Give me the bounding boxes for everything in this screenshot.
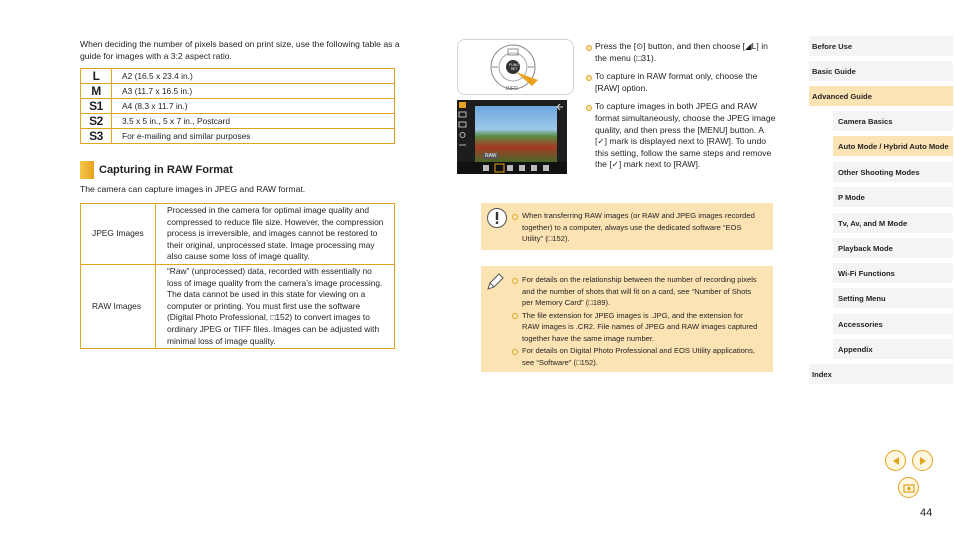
step-item: To capture images in both JPEG and RAW format simultaneously, choose the JPEG image quality, and then press the [MENU] button. A [✓] mark is displayed next to [RAW]. To undo this setting, follow the same steps and remove the [✓] mark next to [RAW]. [586, 101, 776, 171]
nav-other-shooting-modes[interactable]: Other Shooting Modes [833, 162, 953, 182]
table-row [81, 69, 395, 84]
prev-page-button[interactable] [885, 450, 906, 471]
table-row [81, 129, 395, 144]
notes-box [481, 266, 773, 372]
step-item: To capture in RAW format only, choose the [RAW] option. [586, 71, 776, 94]
home-icon [903, 483, 915, 493]
format-table [80, 203, 395, 349]
caution-icon [485, 207, 509, 229]
nav-auto-mode[interactable]: Auto Mode / Hybrid Auto Mode [833, 136, 953, 156]
note-item: For details on the relationship between the number of recording pixels and the number of shots that will fit on a card, see “Number of Shots per Memory Card” (□189). [512, 274, 762, 309]
table-row [81, 84, 395, 99]
section-title: Capturing in RAW Format [99, 164, 233, 176]
quality-options-icons [457, 162, 567, 174]
nav-index[interactable]: Index [809, 364, 953, 384]
caution-box [481, 203, 773, 250]
caution-list [512, 210, 762, 246]
size-desc: For e-mailing and similar purposes [112, 129, 395, 144]
intro-text: When deciding the number of pixels based on print size, use the following table as a guide for images with a 3:2 aspect ratio. [80, 39, 400, 61]
table-row [81, 99, 395, 114]
nav-setting-menu[interactable]: Setting Menu [833, 288, 953, 308]
format-text: “Raw” (unprocessed) data, recorded with essentially no loss of image quality from the camera’s image processing. The data cannot be used in this state for viewing on a computer or printing. You must first use the software (Digital Photo Professional, □152) to convert images to ordinary JPEG or TIFF files. Images can be adjusted with minimal loss of image quality. [156, 264, 395, 348]
format-name: JPEG Images [81, 204, 156, 265]
back-icon [555, 103, 565, 111]
size-desc: A3 (11.7 x 16.5 in.) [112, 84, 395, 99]
size-symbol: S1 [81, 99, 112, 114]
nav-p-mode[interactable]: P Mode [833, 187, 953, 207]
nav-tv-av-m-mode[interactable]: Tv, Av, and M Mode [833, 213, 953, 233]
caution-note: When transferring RAW images (or RAW and JPEG images recorded together) to a computer, always use the dedicated software “EOS Utility” (□152). [512, 210, 762, 245]
steps-list [586, 41, 776, 178]
nav-basic-guide[interactable]: Basic Guide [809, 61, 953, 81]
step-item: Press the [⊙] button, and then choose [◢L] in the menu (□31). [586, 41, 776, 64]
camera-dial-illustration [457, 39, 574, 95]
nav-advanced-guide[interactable]: Advanced Guide [809, 86, 953, 106]
info-label: INFO [506, 86, 518, 92]
size-symbol: M [81, 84, 112, 99]
format-text: Processed in the camera for optimal image quality and compressed to reduce file size. However, the compression process is irreversible, and images cannot be restored to their original, unprocessed state. Image processing may also cause some loss of image quality. [156, 204, 395, 265]
nav-wifi-functions[interactable]: Wi-Fi Functions [833, 263, 953, 283]
size-symbol: L [81, 69, 112, 84]
nav-playback-mode[interactable]: Playback Mode [833, 238, 953, 258]
pencil-icon [485, 272, 505, 292]
note-item: The file extension for JPEG images is .JPG, and the extension for RAW images is .CR2. File names of JPEG and RAW images captured together have the same image number. [512, 310, 762, 345]
nav-before-use[interactable]: Before Use [809, 36, 953, 56]
quality-options-bar [457, 162, 567, 174]
table-row [81, 264, 395, 348]
size-symbol: S2 [81, 114, 112, 129]
nav-camera-basics[interactable]: Camera Basics [833, 111, 953, 131]
arrow-left-icon [891, 456, 901, 466]
size-desc: A4 (8.3 x 11.7 in.) [112, 99, 395, 114]
section-desc: The camera can capture images in JPEG and RAW format. [80, 184, 306, 194]
nav-appendix[interactable]: Appendix [833, 339, 953, 359]
table-row [81, 114, 395, 129]
notes-list [512, 274, 762, 369]
size-symbol: S3 [81, 129, 112, 144]
size-desc: 3.5 x 5 in., 5 x 7 in., Postcard [112, 114, 395, 129]
format-name: RAW Images [81, 264, 156, 348]
camera-screen-illustration [457, 100, 567, 174]
raw-indicator: RAW [485, 153, 497, 159]
func-set-label: FUNC SET [509, 63, 519, 71]
nav-accessories[interactable]: Accessories [833, 314, 953, 334]
section-marker [80, 161, 94, 179]
arrow-right-icon [918, 456, 928, 466]
image-size-table [80, 68, 395, 144]
menu-icons [457, 100, 471, 162]
table-row [81, 204, 395, 265]
home-button[interactable] [898, 477, 919, 498]
note-item: For details on Digital Photo Professional and EOS Utility applications, see “Software” (□152). [512, 345, 762, 368]
size-desc: A2 (16.5 x 23.4 in.) [112, 69, 395, 84]
next-page-button[interactable] [912, 450, 933, 471]
page-number: 44 [920, 507, 933, 519]
